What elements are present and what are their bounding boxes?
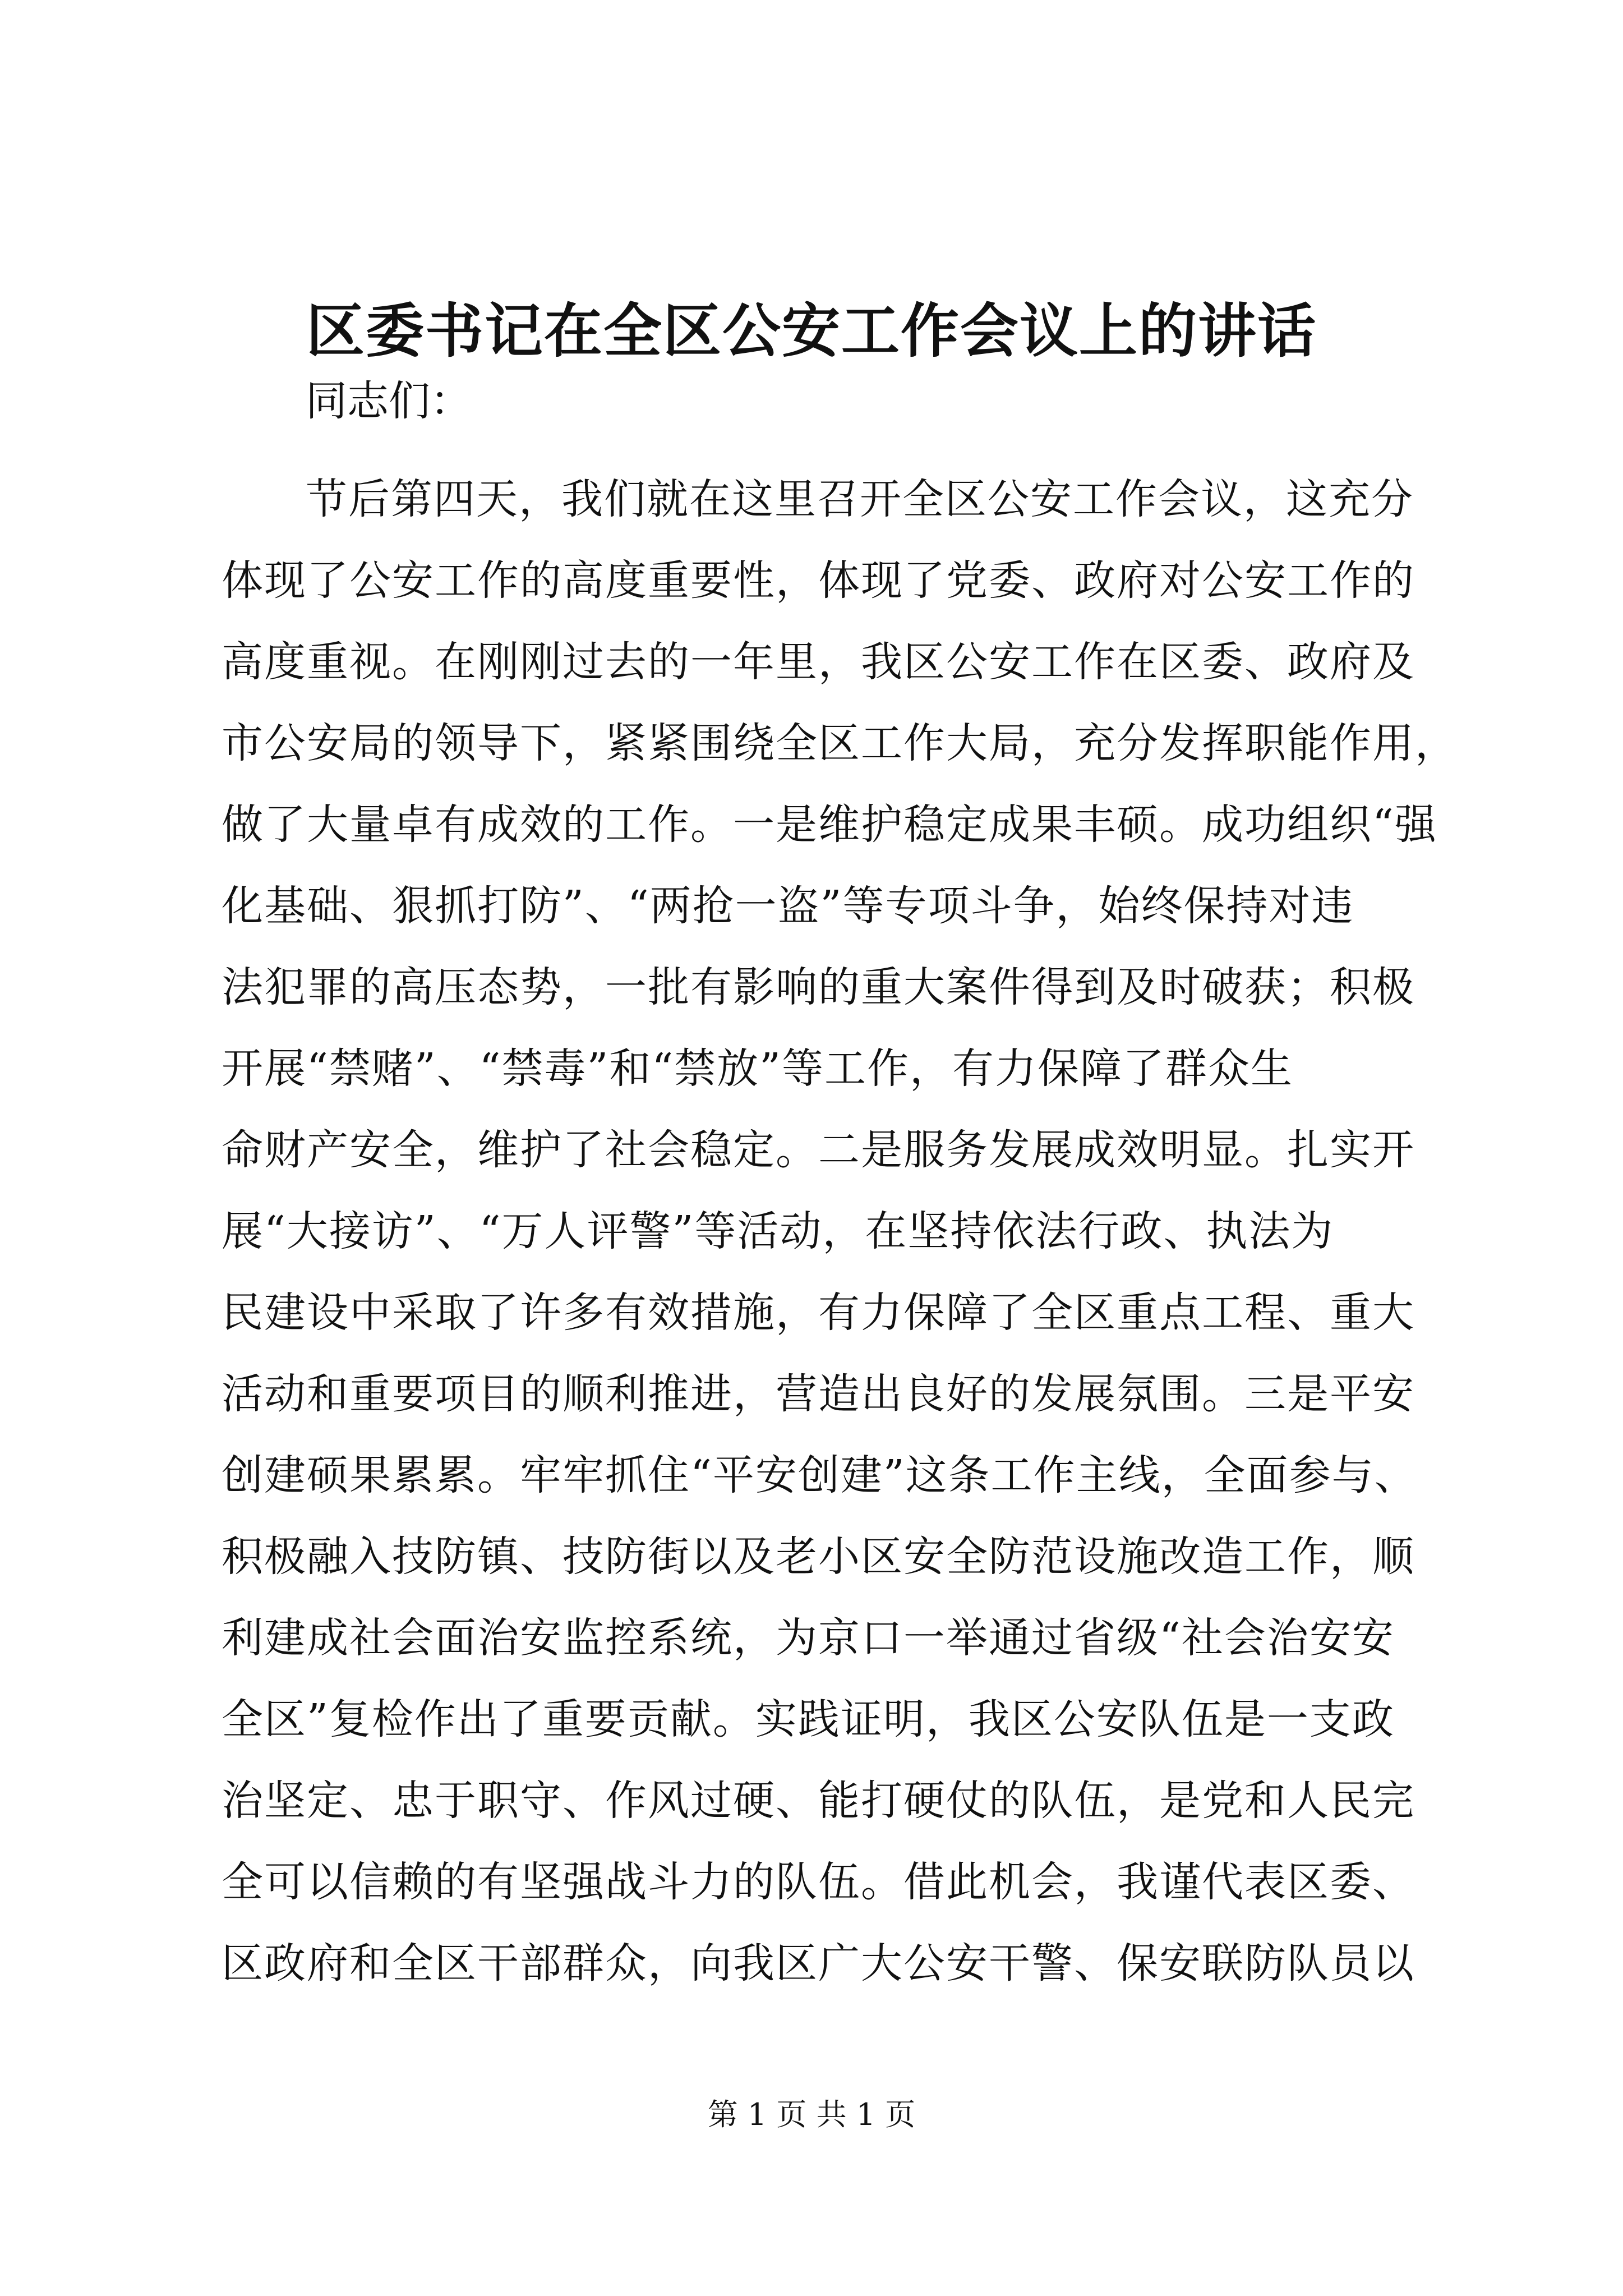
body-line: 做了大量卓有成效的工作。一是维护稳定成果丰硕。成功组织“强 [222,800,1437,849]
body-line: 治坚定、忠于职守、作风过硬、能打硬仗的队伍，是党和人民完 [222,1777,1415,1825]
body-line: 化基础、狠抓打防”、“两抢一盗”等专项斗争，始终保持对违 [222,882,1354,930]
page-footer: 第 1 页 共 1 页 [707,2097,916,2132]
body-line: 法犯罪的高压态势，一批有影响的重大案件得到及时破获；积极 [222,963,1415,1011]
document-title: 区委书记在全区公安工作会议上的讲话 [306,296,1317,365]
body-line: 区政府和全区干部群众，向我区广大公安干警、保安联防队员以 [222,1939,1415,1987]
body-line: 积极融入技防镇、技防街以及老小区安全防范设施改造工作，顺 [222,1533,1415,1581]
body-line: 民建设中采取了许多有效措施，有力保障了全区重点工程、重大 [222,1289,1415,1337]
body-line: 活动和重要项目的顺利推进，营造出良好的发展氛围。三是平安 [222,1370,1415,1418]
body-line: 命财产安全，维护了社会稳定。二是服务发展成效明显。扎实开 [222,1126,1415,1174]
body-line: 开展“禁赌”、“禁毒”和“禁放”等工作，有力保障了群众生 [222,1045,1293,1093]
body-line: 展“大接访”、“万人评警”等活动，在坚持依法行政、执法为 [222,1207,1334,1255]
body-line: 高度重视。在刚刚过去的一年里，我区公安工作在区委、政府及 [222,638,1415,686]
body-line: 体现了公安工作的高度重要性，体现了党委、政府对公安工作的 [222,556,1415,605]
body-line: 全区”复检作出了重要贡献。实践证明，我区公安队伍是一支政 [222,1695,1395,1743]
body-line: 节后第四天，我们就在这里召开全区公安工作会议，这充分 [306,475,1414,523]
body-line: 市公安局的领导下，紧紧围绕全区工作大局，充分发挥职能作用， [222,719,1458,767]
body-line: 创建硕果累累。牢牢抓住“平安创建”这条工作主线，全面参与、 [222,1451,1417,1499]
body-line: 全可以信赖的有坚强战斗力的队伍。借此机会，我谨代表区委、 [222,1858,1415,1906]
body-line: 利建成社会面治安监控系统，为京口一举通过省级“社会治安安 [222,1614,1395,1662]
salutation: 同志们： [306,377,472,425]
